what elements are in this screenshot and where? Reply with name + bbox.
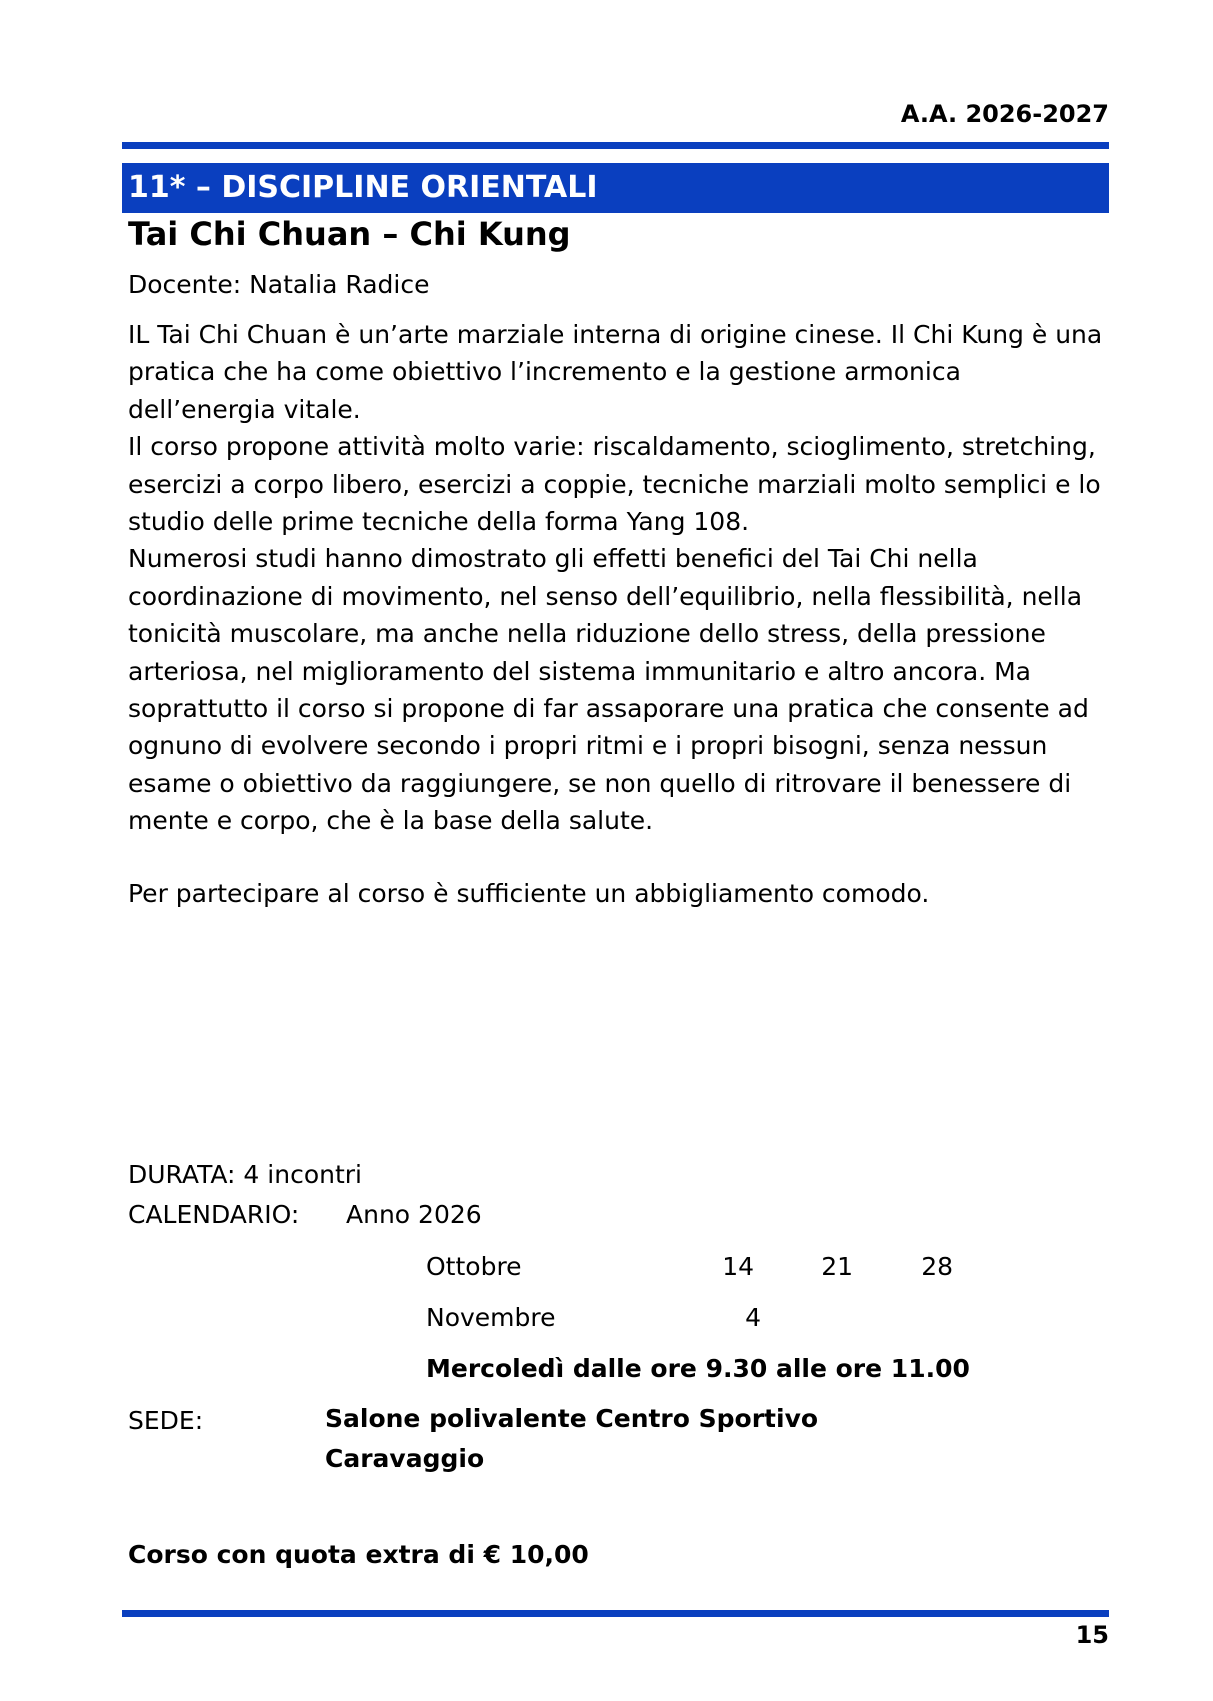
month-name: Ottobre <box>426 1252 522 1281</box>
calendar-year: Anno 2026 <box>346 1200 482 1229</box>
duration: DURATA: 4 incontri <box>128 1160 362 1189</box>
teacher: Docente: Natalia Radice <box>128 270 430 299</box>
calendar-label: CALENDARIO: <box>128 1200 300 1229</box>
schedule: Mercoledì dalle ore 9.30 alle ore 11.00 <box>426 1354 970 1383</box>
description-paragraph: IL Tai Chi Chuan è un’arte marziale interna di origine cinese. Il Chi Kung è una pratica che ha come obiettivo l’incremento e la gestione armonica dell’energia vitale. <box>128 320 1103 424</box>
course-description <box>128 316 1108 840</box>
venue-line: Caravaggio <box>325 1444 485 1473</box>
page-number: 15 <box>1075 1621 1109 1649</box>
extra-fee: Corso con quota extra di € 10,00 <box>128 1540 589 1569</box>
venue-label: SEDE: <box>128 1406 204 1435</box>
clothing-note: Per partecipare al corso è sufficiente un abbigliamento comodo. <box>128 879 930 908</box>
month-day: 14 <box>722 1252 754 1281</box>
month-day: 21 <box>821 1252 853 1281</box>
description-paragraph: Il corso propone attività molto varie: riscaldamento, scioglimento, stretching, esercizi a corpo libero, esercizi a coppie, tecniche marziali molto semplici e lo studio delle prime tecniche della forma Yang 108. <box>128 432 1101 537</box>
venue-line: Salone polivalente Centro Sportivo <box>325 1404 819 1433</box>
course-title: Tai Chi Chuan – Chi Kung <box>128 215 571 253</box>
section-title: 11* – DISCIPLINE ORIENTALI <box>128 170 598 205</box>
venue <box>325 1399 818 1479</box>
description-paragraph: Numerosi studi hanno dimostrato gli effetti benefici del Tai Chi nella coordinazione di movimento, nel senso dell’equilibrio, nella flessibilità, nella tonicità muscolare, ma anche nella riduzione dello stress, della pressione arteriosa, nel miglioramento del sistema immunitario e altro ancora. Ma soprattutto il corso si propone di far assaporare una pratica che consente ad ognuno di evolvere secondo i propri ritmi e i propri bisogni, senza nessun esame o obiettivo da raggiungere, se non quello di ritrovare il benessere di mente e corpo, che è la base della salute. <box>128 544 1089 836</box>
year-label: A.A. 2026-2027 <box>900 100 1109 128</box>
bottom-rule <box>122 1610 1109 1617</box>
month-day: 28 <box>921 1252 953 1281</box>
section-banner <box>122 163 1109 213</box>
month-name: Novembre <box>426 1303 556 1332</box>
month-day: 4 <box>745 1303 761 1332</box>
top-rule <box>122 142 1109 149</box>
